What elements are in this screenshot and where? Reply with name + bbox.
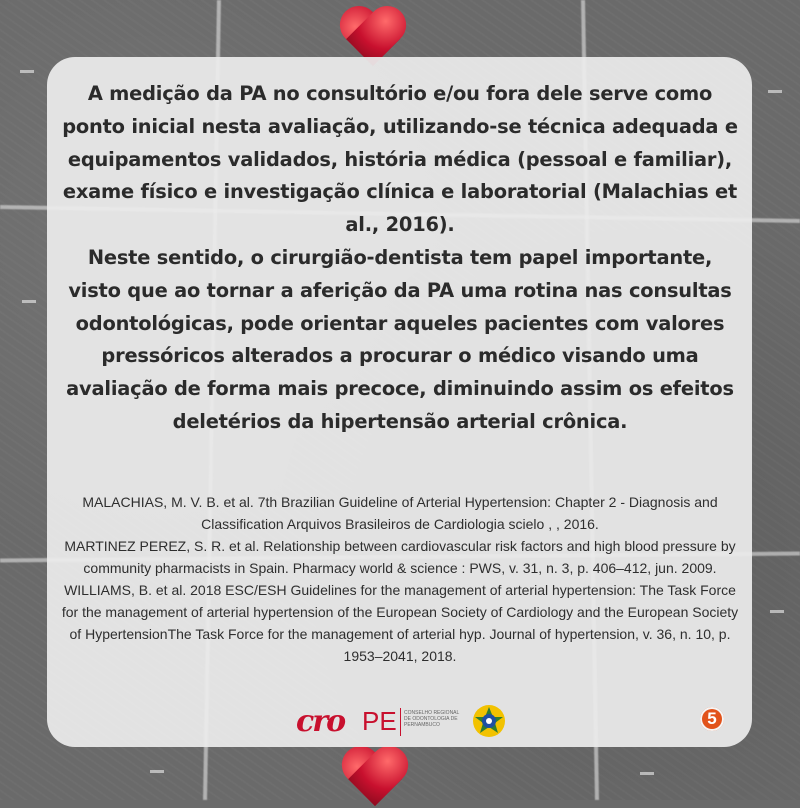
logo-divider	[400, 708, 401, 736]
brazil-coat-of-arms-icon	[472, 704, 506, 738]
page-number-badge: 5	[700, 707, 724, 731]
reference-item: MARTINEZ PEREZ, S. R. et al. Relationship between cardiovascular risk factors and high blood pressure by community pharmacists in Spain. Pharmacy world & science : PWS, v. 31, n. 3, p. 406–412, jun. 2009.	[64, 538, 736, 576]
chalk-dash	[20, 70, 34, 73]
main-paragraph-2: Neste sentido, o cirurgião-dentista tem papel importante, visto que ao tornar a aferição da PA uma rotina nas consultas odontológicas, pode orientar aqueles pacientes com valores pressóricos alterados a procurar o médico visando uma avaliação de forma mais precoce, diminuindo assim os efeitos deletérios da hipertensão arterial crônica.	[66, 245, 734, 433]
cro-logo: cro	[296, 704, 345, 739]
chalk-dash	[640, 772, 654, 775]
reference-item: MALACHIAS, M. V. B. et al. 7th Brazilian Guideline of Arterial Hypertension: Chapter 2 - Diagnosis and Classification Arquivos Brasileiros de Cardiologia scielo , , 2016.	[82, 494, 718, 532]
main-paragraph-1: A medição da PA no consultório e/ou fora dele serve como ponto inicial nesta avaliação, utilizando-se técnica adequada e equipamentos validados, história médica (pessoal e familiar), exame físico e investigação clínica e laboratorial (Malachias et al., 2016).	[62, 82, 738, 237]
reference-item: WILLIAMS, B. et al. 2018 ESC/ESH Guidelines for the management of arterial hypertension: The Task Force for the management of arterial hypertension of the European Society of Cardiology and the European Society of HypertensionThe Task Force for the management of arterial hyp. Journal of hypertension, v. 36, n. 10, p. 1953–2041, 2018.	[61, 582, 739, 664]
chalk-dash	[150, 770, 164, 773]
references	[58, 491, 742, 667]
footer-logos	[296, 700, 516, 744]
chalk-dash	[22, 300, 36, 303]
main-text	[62, 78, 738, 439]
heart-decoration	[340, 748, 410, 808]
cro-pe-logo-text: PE	[362, 706, 397, 736]
cro-logo-description: CONSELHO REGIONAL DE ODONTOLOGIA DE PERNAMBUCO	[404, 710, 460, 728]
chalk-dash	[768, 90, 782, 93]
chalk-dash	[770, 610, 784, 613]
